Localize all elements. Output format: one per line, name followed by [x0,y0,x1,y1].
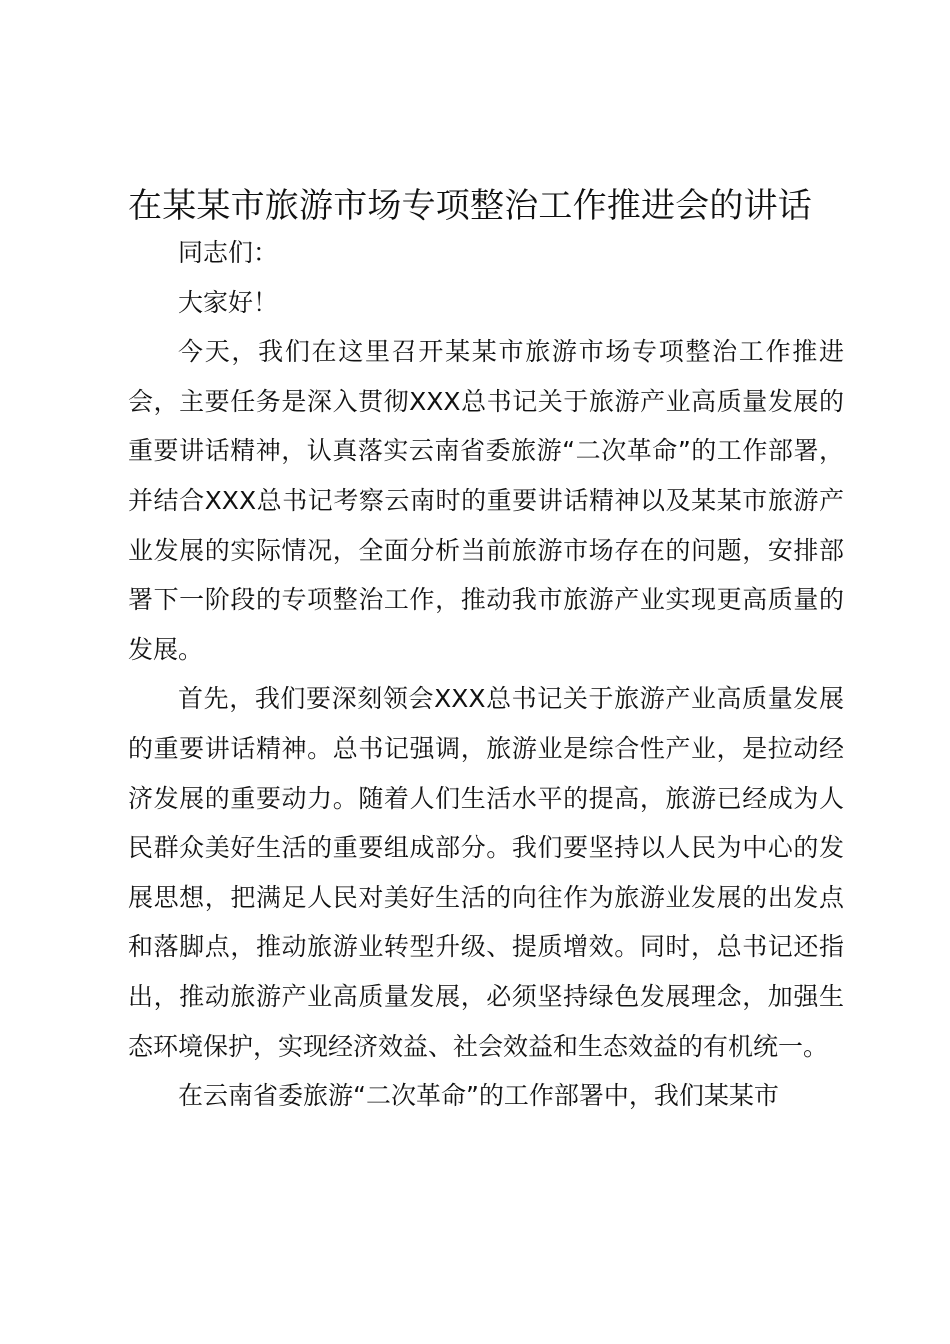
document-title: 在某某市旅游市场专项整治工作推进会的讲话 [128,186,812,226]
paragraph-first-point: 首先，我们要深刻领会XXX总书记关于旅游产业高质量发展的重要讲话精神。总书记强调，旅游业是综合性产业，是拉动经济发展的重要动力。随着人们生活水平的提高，旅游已经成为人民群众美好生活的重要组成部分。我们要坚持以人民为中心的发展思想，把满足人民对美好生活的向往作为旅游业发展的出发点和落脚点，推动旅游业转型升级、提质增效。同时，总书记还指出，推动旅游产业高质量发展，必须坚持绿色发展理念，加强生态环境保护，实现经济效益、社会效益和生态效益的有机统一。 [128,684,844,1061]
paragraph-intro: 今天，我们在这里召开某某市旅游市场专项整治工作推进会，主要任务是深入贯彻XXX总书记关于旅游产业高质量发展的重要讲话精神，认真落实云南省委旅游“二次革命”的工作部署，并结合XXX总书记考察云南时的重要讲话精神以及某某市旅游产业发展的实际情况，全面分析当前旅游市场存在的问题，安排部署下一阶段的专项整治工作，推动我市旅游产业实现更高质量的发展。 [128,337,844,664]
salutation: 同志们： [178,238,279,267]
paragraph-second-point: 在云南省委旅游“二次革命”的工作部署中，我们某某市 [178,1081,779,1111]
greeting: 大家好！ [178,287,279,317]
document-body [128,228,844,1121]
